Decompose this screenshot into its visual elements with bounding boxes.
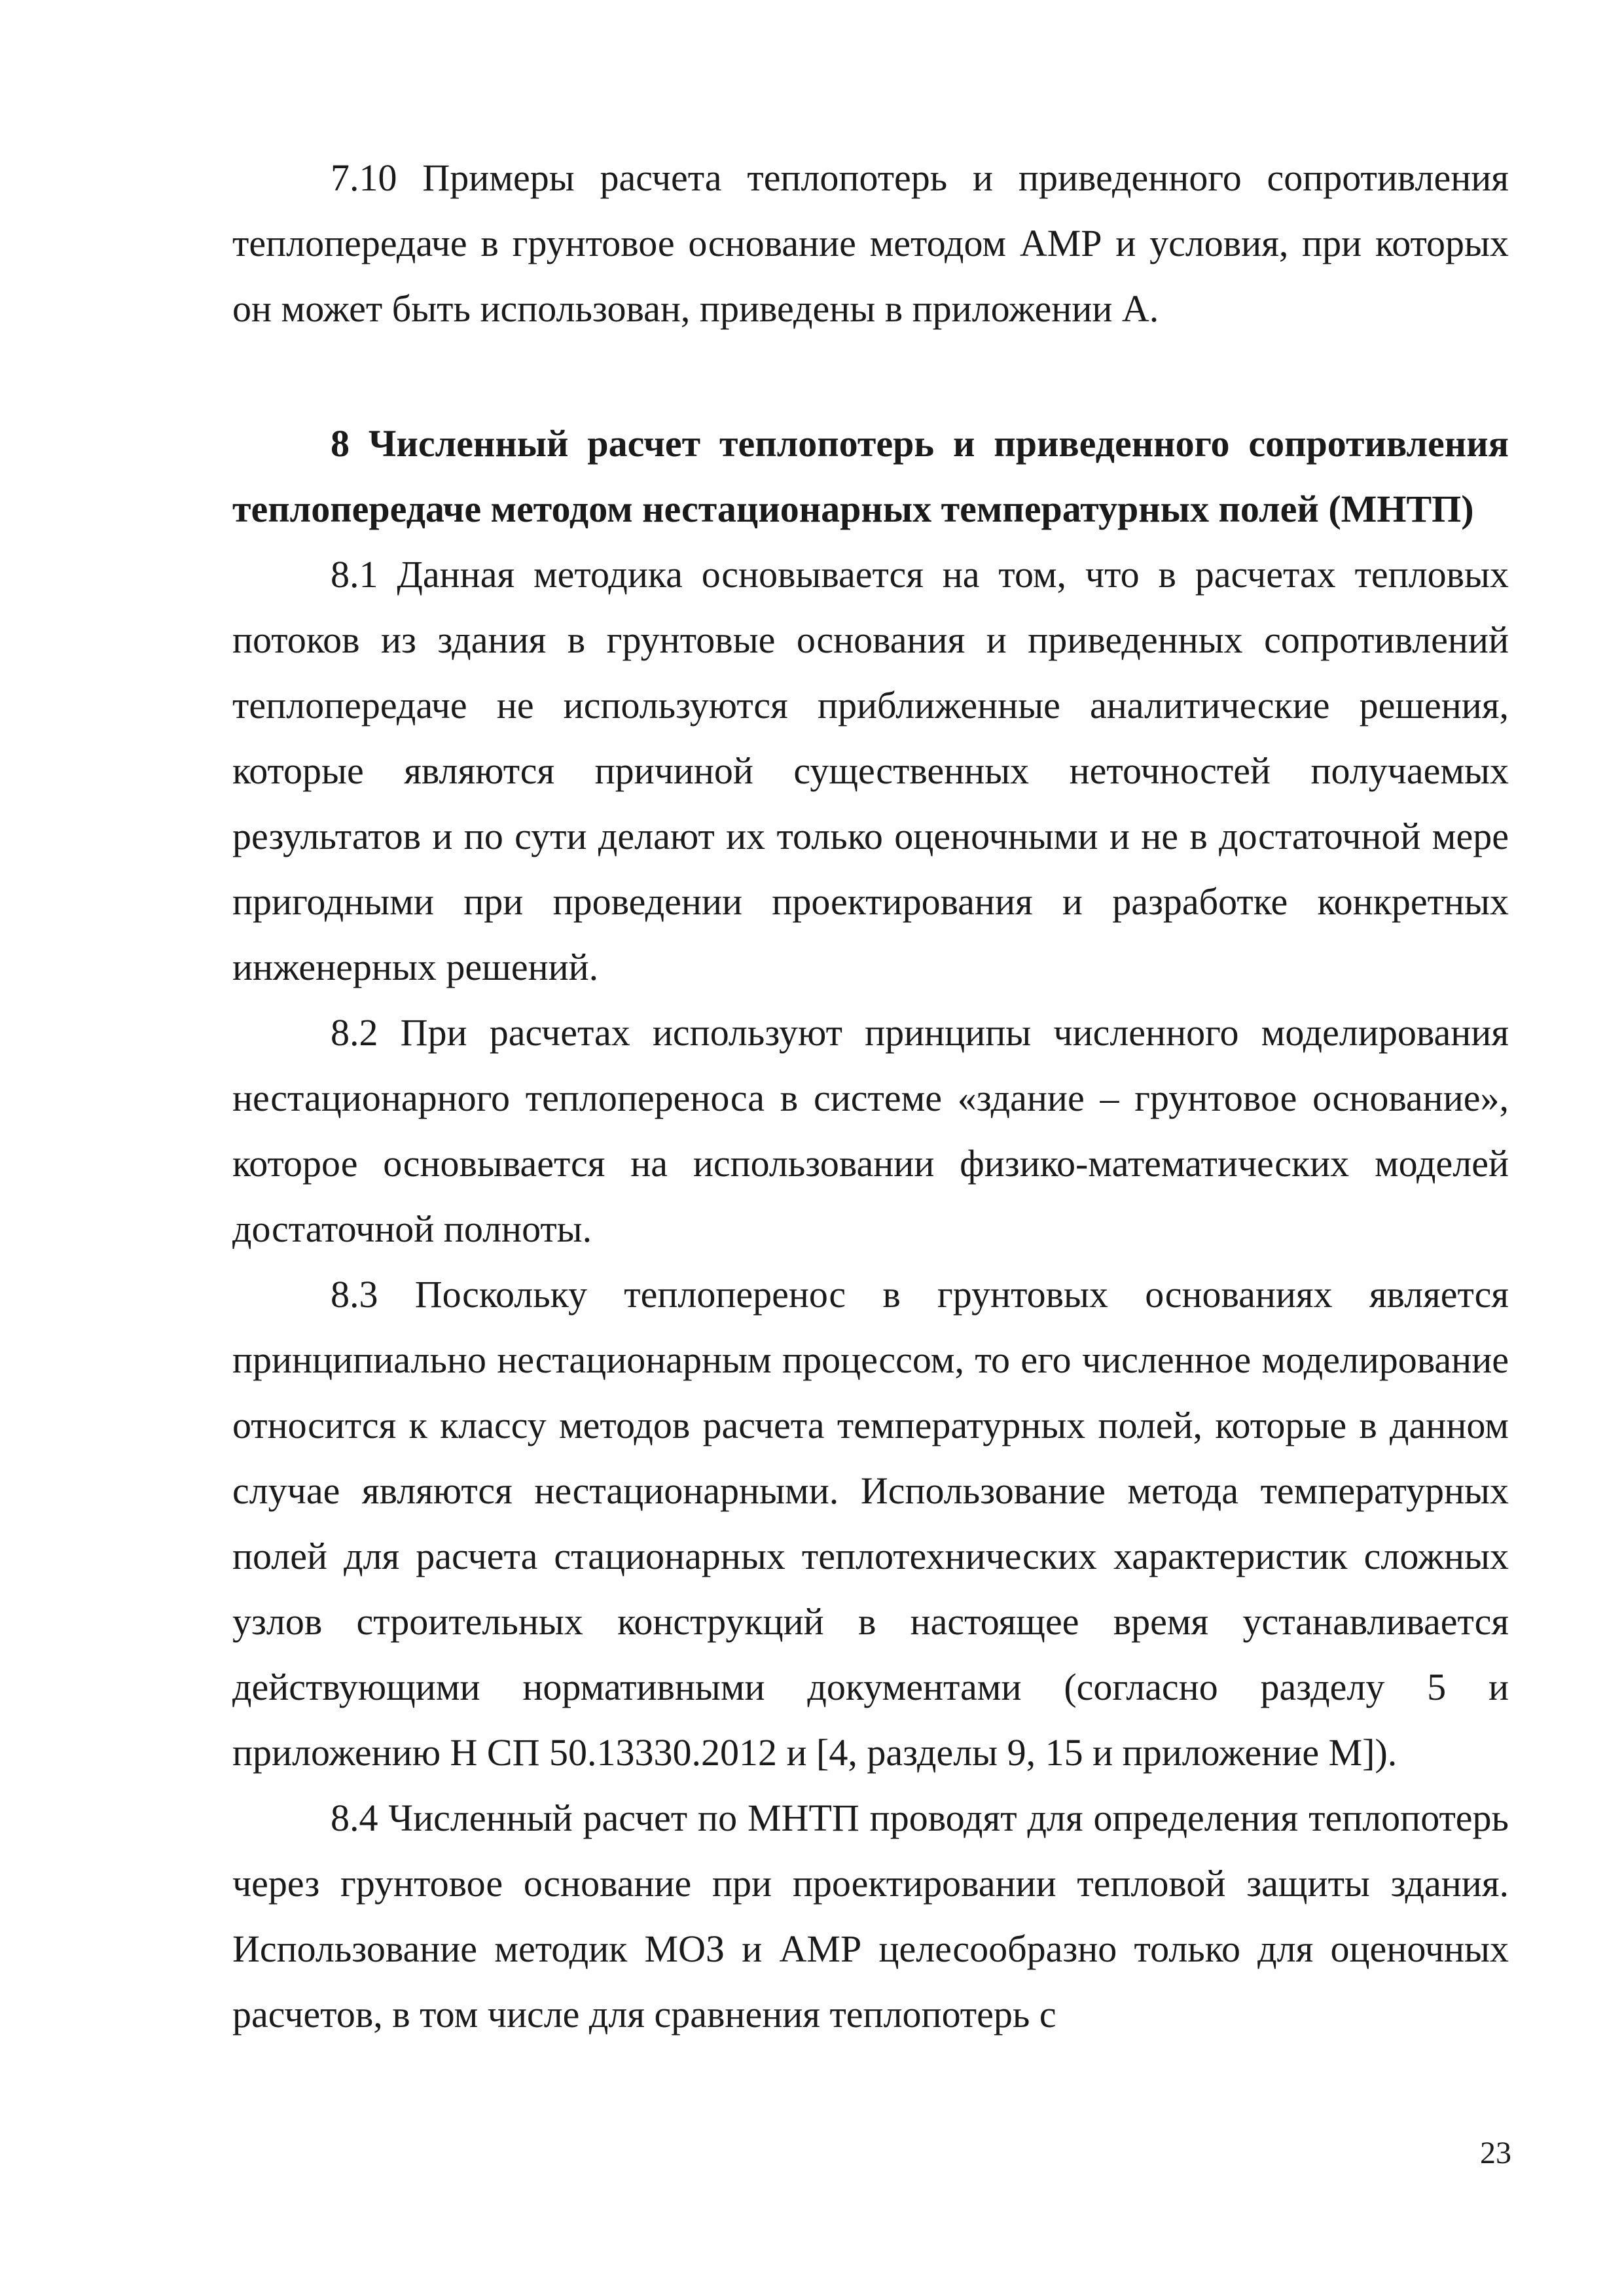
paragraph-8-4: 8.4 Численный расчет по МНТП проводят для определения теплопотерь через грунтовое основание при проектировании тепловой защиты здания. Использование методик МОЗ и АМР целесообразно только для оценочных расчетов, в том числе для сравнения теплопотерь с [232,1797,1509,2036]
paragraph-8-2: 8.2 При расчетах используют принципы численного моделирования нестационарного теплопереноса в системе «здание – грунтовое основание», которое основывается на использовании физико-математических моделей достаточной полноты. [232,1011,1509,1250]
paragraph-7-10: 7.10 Примеры расчета теплопотерь и приведенного сопротивления теплопередаче в грунтовое основание методом АМР и условия, при которых он может быть использован, приведены в приложении А. [232,156,1509,330]
section-8-heading: 8 Численный расчет теплопотерь и приведенного сопротивления теплопередаче методом нестационарных температурных полей (МНТП) [232,422,1509,530]
paragraph-8-1: 8.1 Данная методика основывается на том, что в расчетах тепловых потоков из здания в грунтовые основания и приведенных сопротивлений теплопередаче не используются приближенные аналитические решения, которые являются причиной существенных неточностей получаемых результатов и по сути делают их только оценочными и не в достаточной мере пригодными при проведении проектирования и разработке конкретных инженерных решений. [232,553,1509,988]
page-number: 23 [1480,2136,1511,2170]
page-body [232,145,1509,2047]
paragraph-8-3: 8.3 Поскольку теплоперенос в грунтовых основаниях является принципиально нестационарным процессом, то его численное моделирование относится к классу методов расчета температурных полей, которые в данном случае являются нестационарными. Использование метода температурных полей для расчета стационарных теплотехнических характеристик сложных узлов строительных конструкций в настоящее время устанавливается действующими нормативными документами (согласно разделу 5 и приложению Н СП 50.13330.2012 и [4, разделы 9, 15 и приложение М]). [232,1273,1509,1774]
